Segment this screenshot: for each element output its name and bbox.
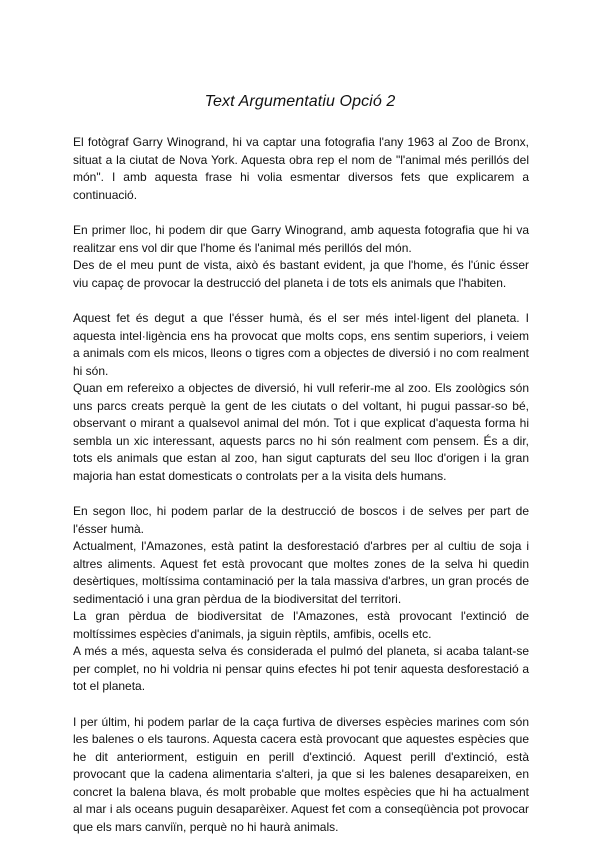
paragraph-line: I per últim, hi podem parlar de la caça furtiva de diverses espècies marines com són les balenes o els taurons. Aquesta cacera està provocant que aquestes espècies que he dit anteriorment, estiguin en perill d'extinció. Aquest perill d'extinció, està provocant que la cadena alimentaria s'alteri, ja que si les balenes desapareixen, en concret la balena blava, és molt probable que moltes espècies que hi ha actualment al mar i als oceans puguin desaparèixer. Aquest fet com a conseqüència pot provocar que els mars canviïn, perquè no hi haurà animals. (73, 714, 529, 834)
paragraph-line: Quan em refereixo a objectes de diversió, hi vull referir-me al zoo. Els zoològics són uns parcs creats perquè la gent de les ciutats o del voltant, hi pugui passar-so bé, observant o mirant a qualsevol animal del món. Tot i que explicat d'aquesta forma hi sembla un xic interessant, aquests parcs no hi són realment com pensem. És a dir, tots els animals que estan al zoo, han sigut capturats del seu lloc d'origen i la gran majoria han estat domesticats o controlats per a la visita dels humans. (73, 381, 529, 483)
paragraph-last-point (73, 714, 529, 837)
paragraph-intro (73, 134, 529, 204)
document-title: Text Argumentatiu Opció 2 (204, 93, 396, 110)
paragraph-first-point (73, 222, 529, 292)
paragraph-zoo (73, 310, 529, 485)
document-body (73, 134, 529, 854)
paragraph-line: Actualment, l'Amazones, està patint la desforestació d'arbres per al cultiu de soja i altres aliments. Aquest fet està provocant que moltes zones de la selva hi quedin desèrtiques, moltíssima contaminació per la tala massiva d'arbres, un gran procés de sedimentació i una gran pèrdua de la biodiversitat del territori. (73, 539, 529, 606)
paragraph-line: La gran pèrdua de biodiversitat de l'Amazones, està provocant l'extinció de moltíssimes espècies d'animals, ja siguin rèptils, amfibis, ocells etc. (73, 609, 529, 641)
paragraph-line: A més a més, aquesta selva és considerada el pulmó del planeta, si acaba talant-se per complet, no hi voldria ni pensar quins efectes hi pot tenir aquesta desforestació a tot el planeta. (73, 644, 529, 693)
paragraph-line: El fotògraf Garry Winogrand, hi va captar una fotografia l'any 1963 al Zoo de Bronx, situat a la ciutat de Nova York. Aquesta obra rep el nom de "l'animal més perillós del món". I amb aquesta frase hi volia esmentar diversos fets que explicarem a continuació. (73, 135, 529, 202)
paragraph-second-point (73, 503, 529, 696)
paragraph-line: En primer lloc, hi podem dir que Garry Winogrand, amb aquesta fotografia que hi va realitzar ens vol dir que l'home és l'animal més perillós del món. (73, 223, 529, 255)
paragraph-line: Aquest fet és degut a que l'ésser humà, és el ser més intel·ligent del planeta. I aquesta intel·ligència ens ha provocat que molts cops, ens sentim superiors, i veiem a animals com els micos, lleons o tigres com a objectes de diversió i no com realment hi són. (73, 311, 529, 378)
paragraph-line: Des de el meu punt de vista, això és bastant evident, ja que l'home, és l'únic ésser viu capaç de provocar la destrucció del planeta i de tots els animals que l'habiten. (73, 258, 529, 290)
paragraph-line: En segon lloc, hi podem parlar de la destrucció de boscos i de selves per part de l'ésser humà. (73, 504, 529, 536)
